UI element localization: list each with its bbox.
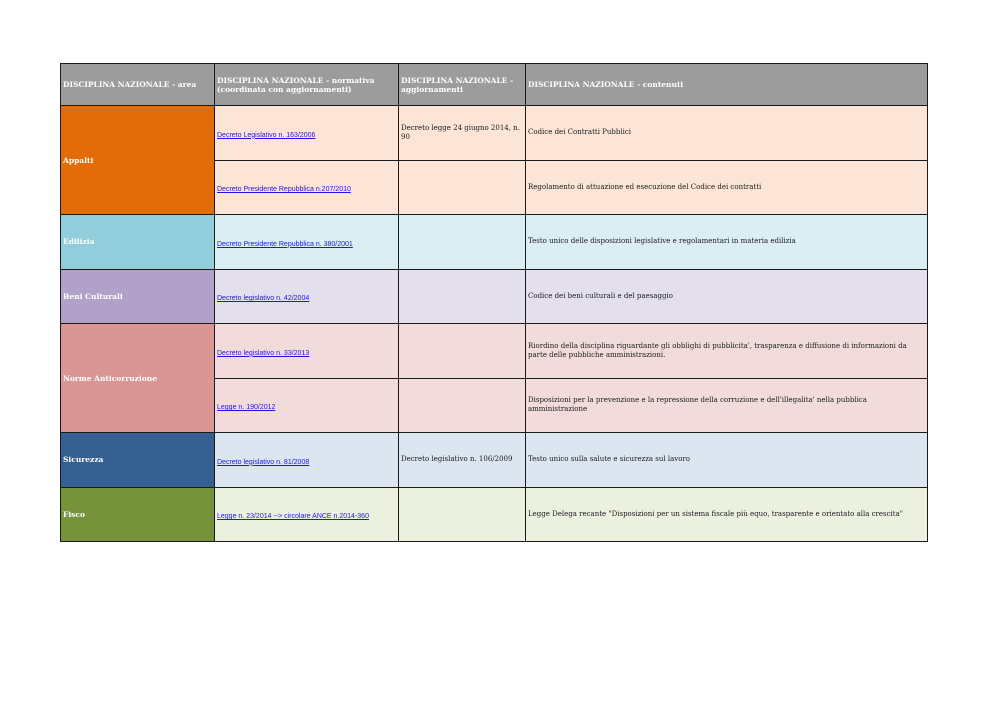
normativa-link[interactable]: Decreto legislativo n. 42/2004 xyxy=(217,295,310,303)
normativa-link[interactable]: Decreto legislativo n. 33/2013 xyxy=(217,349,310,357)
normativa-cell xyxy=(215,324,399,379)
contenuti-cell: Disposizioni per la prevenzione e la repressione della corruzione e dell'illegalita' nella pubblica amministrazione xyxy=(526,378,928,433)
area-cell: Norme Anticorruzione xyxy=(61,324,215,433)
header-normativa: DISCIPLINA NAZIONALE - normativa (coordinata con aggiornamenti) xyxy=(215,64,399,106)
contenuti-cell: Riordino della disciplina riguardante gli obblighi di pubblicita', trasparenza e diffusione di informazioni da parte delle pubbliche amministrazioni. xyxy=(526,324,928,379)
normativa-cell xyxy=(215,269,399,324)
table-row xyxy=(61,215,928,270)
normativa-cell xyxy=(215,433,399,488)
header-aggiornamenti: DISCIPLINA NAZIONALE - aggiornamenti xyxy=(399,64,526,106)
area-cell: Fisco xyxy=(61,487,215,542)
normativa-link[interactable]: Legge n. 23/2014 --> circolare ANCE n.2014-360 xyxy=(217,513,369,521)
normativa-link[interactable]: Legge n. 190/2012 xyxy=(217,404,276,412)
table-row xyxy=(61,324,928,379)
area-cell: Beni Culturali xyxy=(61,269,215,324)
area-cell: Edilizia xyxy=(61,215,215,270)
area-cell: Sicurezza xyxy=(61,433,215,488)
contenuti-cell: Testo unico delle disposizioni legislative e regolamentari in materia edilizia xyxy=(526,215,928,270)
aggiornamenti-cell xyxy=(399,160,526,215)
area-cell: Appalti xyxy=(61,106,215,215)
normativa-cell xyxy=(215,215,399,270)
header-row xyxy=(61,64,928,106)
disciplina-nazionale-table xyxy=(60,63,928,542)
contenuti-cell: Testo unico sulla salute e sicurezza sul lavoro xyxy=(526,433,928,488)
normativa-link[interactable]: Decreto legislativo n. 81/2008 xyxy=(217,458,310,466)
table-row xyxy=(61,433,928,488)
header-area: DISCIPLINA NAZIONALE - area xyxy=(61,64,215,106)
header-contenuti: DISCIPLINA NAZIONALE - contenuti xyxy=(526,64,928,106)
normativa-cell xyxy=(215,106,399,161)
aggiornamenti-cell: Decreto legge 24 giugno 2014, n. 90 xyxy=(399,106,526,161)
contenuti-cell: Legge Delega recante "Disposizioni per un sistema fiscale più equo, trasparente e orientato alla crescita" xyxy=(526,487,928,542)
table-row xyxy=(61,106,928,161)
normativa-cell xyxy=(215,378,399,433)
table-row xyxy=(61,269,928,324)
aggiornamenti-cell xyxy=(399,269,526,324)
normativa-link[interactable]: Decreto Presidente Repubblica n.207/2010 xyxy=(217,186,351,194)
contenuti-cell: Regolamento di attuazione ed esecuzione del Codice dei contratti xyxy=(526,160,928,215)
aggiornamenti-cell xyxy=(399,487,526,542)
aggiornamenti-cell xyxy=(399,378,526,433)
normativa-link[interactable]: Decreto Legislativo n. 163/2006 xyxy=(217,131,316,139)
normativa-cell xyxy=(215,160,399,215)
normativa-link[interactable]: Decreto Presidente Repubblica n. 380/2001 xyxy=(217,240,353,248)
contenuti-cell: Codice dei beni culturali e del paesaggio xyxy=(526,269,928,324)
table-body xyxy=(61,106,928,542)
contenuti-cell: Codice dei Contratti Pubblici xyxy=(526,106,928,161)
aggiornamenti-cell xyxy=(399,215,526,270)
table-row xyxy=(61,487,928,542)
aggiornamenti-cell: Decreto legislativo n. 106/2009 xyxy=(399,433,526,488)
normativa-cell xyxy=(215,487,399,542)
aggiornamenti-cell xyxy=(399,324,526,379)
